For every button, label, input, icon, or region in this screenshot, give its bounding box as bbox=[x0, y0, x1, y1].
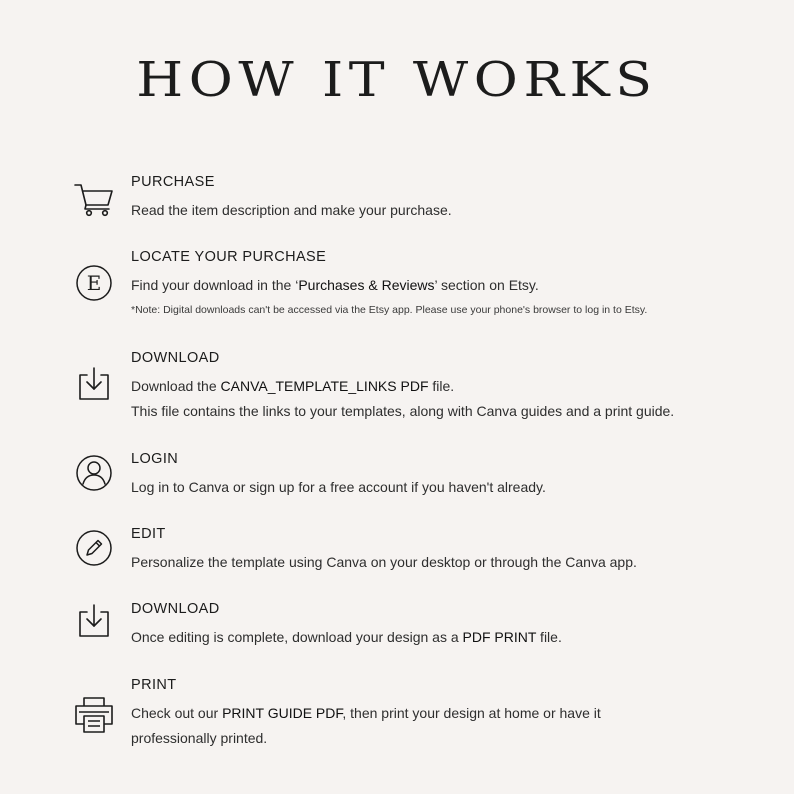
step-description: Read the item description and make your purchase. bbox=[131, 202, 452, 218]
printer-icon bbox=[72, 693, 116, 737]
step-description-2: professionally printed. bbox=[131, 730, 268, 746]
canva-links-label: CANVA_TEMPLATE_LINKS PDF bbox=[220, 378, 429, 394]
download-icon bbox=[72, 599, 116, 643]
etsy-e-icon bbox=[72, 261, 116, 305]
step-heading: DOWNLOAD bbox=[131, 601, 220, 617]
step-heading: PURCHASE bbox=[131, 174, 215, 190]
step-description: Check out our PRINT GUIDE PDF, then print your design at home or have it bbox=[131, 705, 601, 721]
step-description-2: This file contains the links to your templates, along with Canva guides and a print guide. bbox=[131, 403, 675, 419]
step-description: Personalize the template using Canva on your desktop or through the Canva app. bbox=[131, 554, 637, 570]
step-description: Find your download in the ‘Purchases & Reviews’ section on Etsy. bbox=[131, 277, 539, 293]
pdf-print-label: PDF PRINT bbox=[462, 629, 537, 645]
shopping-cart-icon bbox=[72, 178, 116, 222]
step-note: *Note: Digital downloads can't be accessed via the Etsy app. Please use your phone's browser to log in to Etsy. bbox=[131, 304, 648, 316]
etsy-letter: E bbox=[86, 271, 102, 295]
step-heading: EDIT bbox=[131, 526, 166, 542]
step-heading: LOGIN bbox=[131, 451, 179, 467]
print-guide-label: PRINT GUIDE PDF bbox=[222, 705, 343, 721]
user-icon bbox=[72, 451, 116, 495]
step-description: Download the CANVA_TEMPLATE_LINKS PDF file. bbox=[131, 378, 455, 394]
step-heading: LOCATE YOUR PURCHASE bbox=[131, 249, 327, 265]
download-icon bbox=[72, 362, 116, 406]
step-heading: DOWNLOAD bbox=[131, 350, 220, 366]
step-description: Log in to Canva or sign up for a free account if you haven't already. bbox=[131, 479, 546, 495]
page-title: HOW IT WORKS bbox=[136, 52, 658, 108]
pencil-icon bbox=[72, 526, 116, 570]
step-heading: PRINT bbox=[131, 677, 177, 693]
purchases-reviews-label: Purchases & Reviews bbox=[298, 277, 435, 293]
step-description: Once editing is complete, download your design as a PDF PRINT file. bbox=[131, 629, 562, 645]
